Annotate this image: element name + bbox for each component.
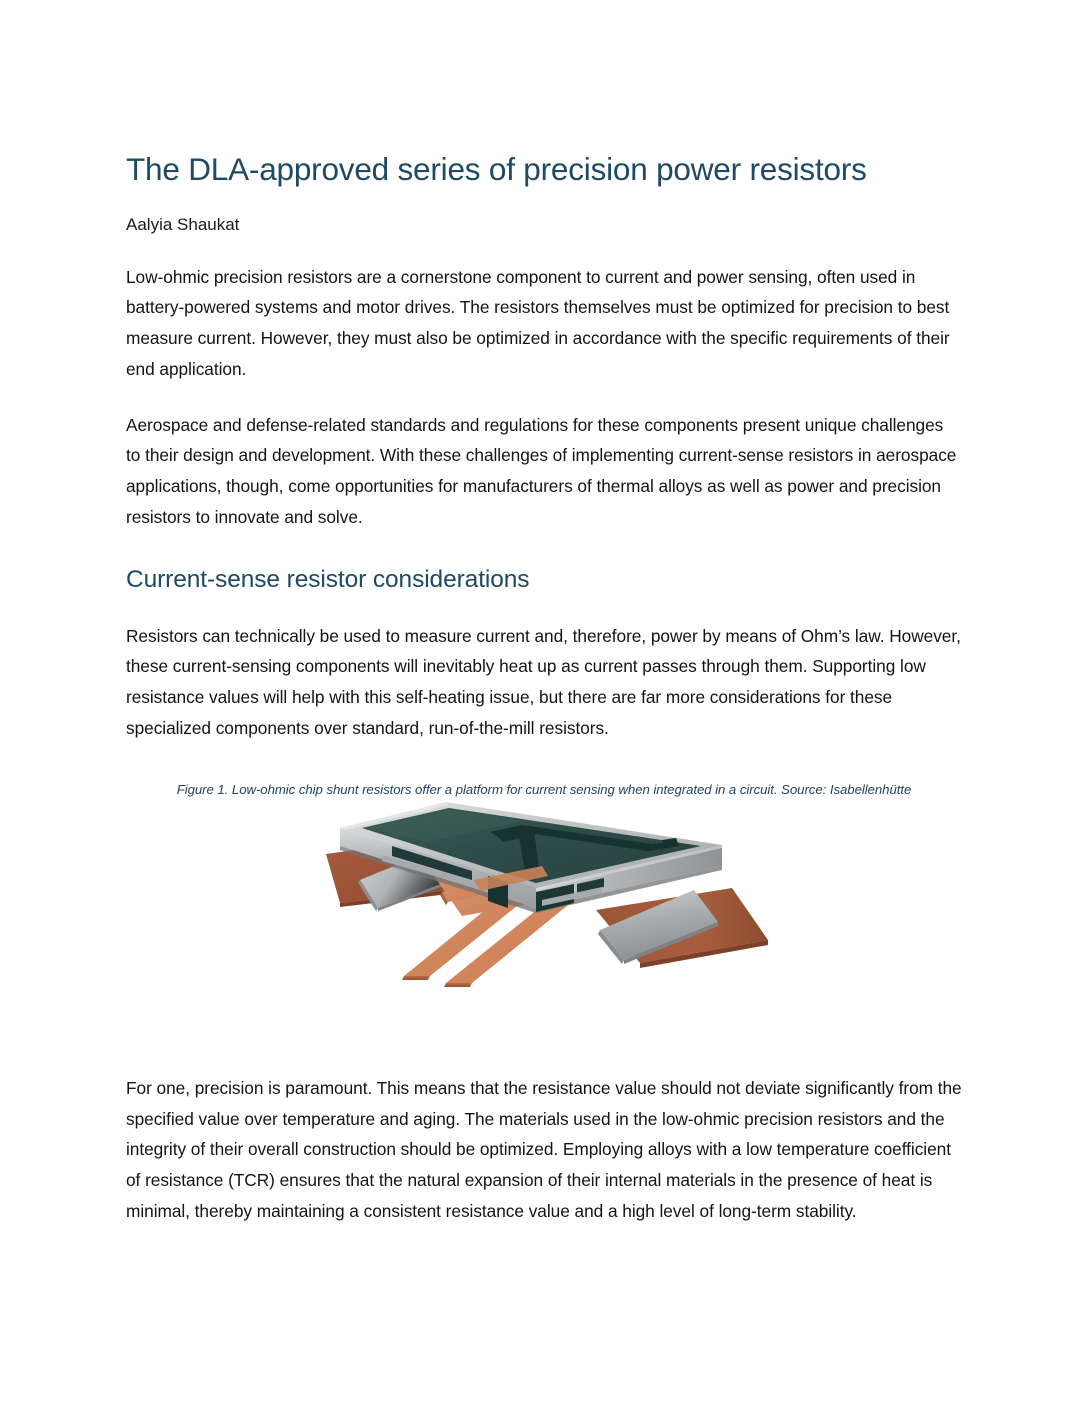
document-content	[126, 150, 962, 1227]
closing-paragraph: For one, precision is paramount. This means that the resistance value should not deviate significantly from the specified value over temperature and aging. The materials used in the low-ohmic precision resistors and the integrity of their overall construction should be optimized. Employing alloys with a low temperature coefficient of resistance (TCR) ensures that the natural expansion of their internal materials in the presence of heat is minimal, thereby maintaining a consistent resistance value and a high level of long-term stability.	[126, 1077, 962, 1221]
intro-paragraph-1: Low-ohmic precision resistors are a cornerstone component to current and power sensing, often used in battery-powered systems and motor drives. The resistors themselves must be optimized for precision to best measure current. However, they must also be optimized in accordance with the specific requirements of their end application.	[126, 266, 950, 379]
figure-caption: Figure 1. Low-ohmic chip shunt resistors offer a platform for current sensing when integrated in a circuit. Source: Isabellenhütte	[176, 781, 912, 797]
page-title: The DLA-approved series of precision power resistors	[126, 151, 867, 187]
section-heading-current-sense: Current-sense resistor considerations	[126, 565, 530, 593]
intro-paragraph-2: Aerospace and defense-related standards and regulations for these components present unique challenges to their design and development. With these challenges of implementing current-sense resistors in aerospace applications, though, come opportunities for manufacturers of thermal alloys as well as power and precision resistors to innovate and solve.	[126, 414, 957, 527]
figure-1	[126, 780, 962, 1015]
section-paragraph: Resistors can technically be used to measure current and, therefore, power by means of Ohm’s law. However, these current-sensing components will inevitably heat up as current passes through them. Supporting low resistance values will help with this self-heating issue, but there are far more considerations for these specialized components over standard, run-of-the-mill resistors.	[126, 625, 961, 738]
chip-shunt-resistor-illustration	[322, 780, 772, 1015]
author-byline: Aalyia Shaukat	[126, 215, 240, 235]
